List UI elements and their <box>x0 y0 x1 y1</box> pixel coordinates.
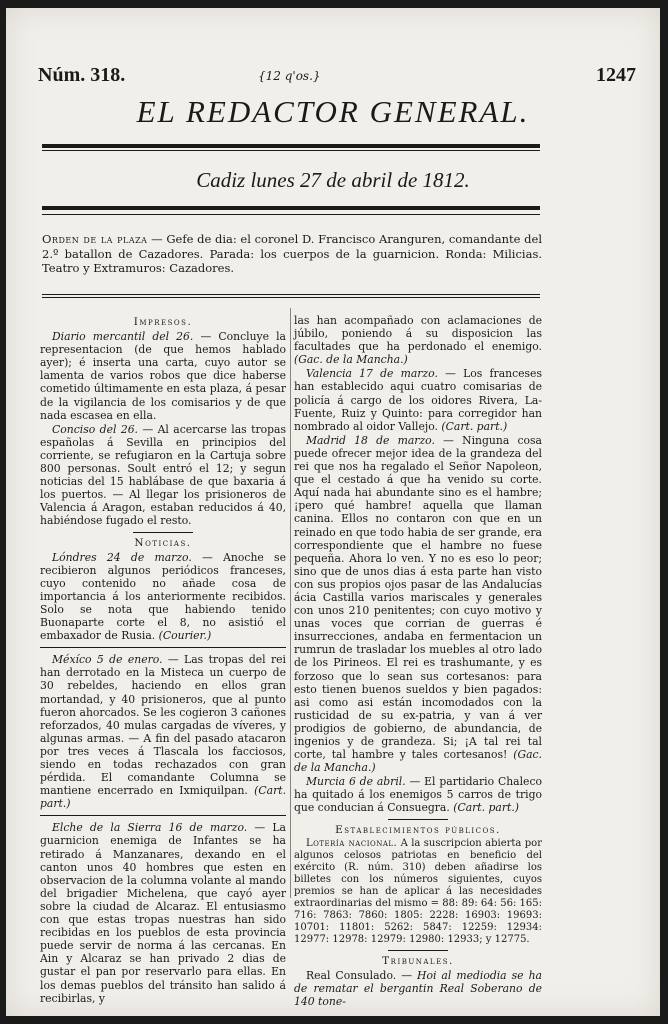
article-lead: Méxíco 5 de enero. <box>52 653 163 667</box>
article-lead: Lotería nacional. <box>306 837 398 849</box>
separator <box>133 532 193 533</box>
article <box>294 775 542 814</box>
article-lead: Madrid 18 de marzo. <box>306 433 435 447</box>
article-source: (Gac. de la Mancha.) <box>294 353 408 367</box>
article <box>40 551 286 643</box>
article-text: — Ninguna cosa puede ofrecer mejor idea de la grandeza del rei que nos ha regalado el Señor Napoleon, que el cestado á que ha venido su corte. Aquí nada hai abundante sino es el hambre; ¡pero qué hambre! aquella que llaman canina. Ellos no contaron con que en un reinado en que todo habia de ser grande, era correspondiente que el hambre no fuese pequeña. Ahora lo ven. Y no es eso lo peor; sino que de unos dias á esta parte han visto con sus propios ojos pasar de las Andalucías ácia Castilla varios mariscales y generales con unos 210 penitentes; con cuyo motivo y unas voces que corrian de guerras é insurrecciones, andaba en fermentacion un rumrun de trasladar los muebles al otro lado de los Pirineos. El rei es trashumante, y es forzoso que lo sean sus cortesanos: para esto tienen buenos sueldos y bien pagados: asi como asi están incomodados con la rusticidad de su ex-patria, y van á ver prodigios de gobierno, de abundancia, de ingenios y de grandeza. Si; ¡A tal rei tal corte, tal hambre y tales cortesanos! <box>294 433 542 762</box>
article-text: — Hoi al mediodia se ha de rematar el bergantin Real Soberano de 140 tone- <box>294 968 542 1008</box>
left-column <box>40 314 286 1006</box>
issue-number: Núm. 318. <box>38 64 126 86</box>
article <box>294 314 542 366</box>
masthead-title: EL REDACTOR GENERAL. <box>136 94 530 129</box>
article-source: (Cart. part.) <box>40 784 287 811</box>
dateline-rule-thin <box>42 214 540 215</box>
article-lead: Valencia 17 de marzo. <box>306 367 438 381</box>
article-lead: Murcia 6 de abril. <box>306 775 406 789</box>
dateline: Cadiz lunes 27 de abril de 1812. <box>196 168 470 192</box>
article-source: (Cart. part.) <box>441 419 508 433</box>
orden-text: — Gefe de dia: el coronel D. Francisco Aranguren, comandante del 2.º batallon de Cazadores. Parada: los cuerpos de la guarnicion. Ronda: Milicias. Teatro y Extramuros: Cazadores. <box>42 232 542 275</box>
column-divider <box>290 308 291 898</box>
article-text: — El partidario Chaleco ha quitado á los enemigos 5 carros de trigo que conducian á Consuegra. <box>294 775 542 815</box>
article-text: las han acompañado con aclamaciones de júbilo, poniendo á su disposicion las facultades que ha perdonado el enemigo. <box>294 314 542 354</box>
article-lead: Conciso del 26. <box>52 422 138 436</box>
right-column <box>294 314 542 1009</box>
article-lead: Lóndres 24 de marzo. <box>52 550 192 564</box>
article-text: — Las tropas del rei han derrotado en la Misteca un cuerpo de 30 rebeldes, haciendo en ellos gran mortandad, y 40 prisioneros, que al punto fueron ahorcados. Se les cogieron 3 cañones reforzados, 40 mulas cargadas de víveres, y algunas armas. — A fin del pasado atacaron por tres veces á Tlascala los facciosos, siendo en todas rechazados con gran pérdida. El comandante Columna se mantiene encerrado en Ixmiquilpan. <box>40 653 286 798</box>
noticias-heading: Noticias. <box>134 536 192 549</box>
page-number: 1247 <box>596 64 636 86</box>
separator <box>40 815 286 816</box>
article-text: — La guarnicion enemiga de Infantes se ha retirado á Manzanares, dexando en el canton unos 40 hombres que esten en observacion de la columna volante al mando del brigadier Michelena, que cayó ayer sobre la ciudad de Alcaraz. El entusiasmo con que estas tropas nuestras han sido recibidas en los pueblos de esta provincia puede servir de norma á las cercanas. En Ain y Alcaraz se han privado 2 dias de gustar el pan por reservarlo para ellas. En los demas pueblos del tránsito han salido á recibirlas, y <box>40 821 286 1005</box>
separator <box>40 647 286 648</box>
orden-de-la-plaza <box>42 232 542 276</box>
article <box>40 330 286 422</box>
article-text: — Anoche se recibieron algunos periódicos franceses, cuyo contenido no añade cosa de importancia á los anteriormente recibidos. Solo se nota que habiendo tenido Buonaparte corte el 8, no asistió el embaxador de Rusia. <box>40 550 286 643</box>
orden-label: Orden de la plaza <box>42 232 148 246</box>
article-text: A la suscripcion abierta por algunos celosos patriotas en beneficio del exército (R. núm. 310) deben añadirse los billetes con los números siguientes, cuyos premios se han de aplicar á las necesidades extraordinarias del mismo = 88: 89: 64: 56: 165: 716: 7863: 7860: 1805: 2228: 16903: 19693: 10701: 11801: 5262: 5847: 12259: 12934: 12977: 12978: 12979: 12980: 12933; y 12775. <box>294 837 542 945</box>
newspaper-page <box>6 8 660 1016</box>
header-row <box>38 64 636 96</box>
article-text: — Al acercarse las tropas españolas á Sevilla en principios del corriente, se refugiaron en la Cartuja sobre 800 personas. Soult entró el 12; y segun noticias del 15 hablábase de que baxaria á los puertos. — Al llegar los prisioneros de Valencia á Aragon, estaban reducidos á 40, habiéndose fugado el resto. <box>40 422 287 528</box>
article-text: — Concluye la representacion (de que hemos hablado ayer); é inserta una carta, cuyo autor se lamenta de varios robos que dice haberse cometido últimamente en esta plaza, á pesar de la vigilancia de los comisarios y de que nada escasea en ella. <box>40 330 286 422</box>
separator <box>388 950 448 951</box>
loteria-notice <box>294 838 542 946</box>
article-lead: Diario mercantil del 26. <box>52 330 194 344</box>
dateline-rule <box>42 206 540 210</box>
separator <box>388 819 448 820</box>
establecimientos-heading: Establecimientos públicos. <box>335 823 501 836</box>
tribunales-notice <box>294 969 542 1008</box>
issue-price: {12 q'os.} <box>258 69 321 83</box>
article-lead: Real Consulado. <box>306 968 397 982</box>
article-source: (Courier.) <box>158 629 212 643</box>
masthead-rule-thin <box>42 150 540 151</box>
article-source: (Gac. de la Mancha.) <box>294 748 542 775</box>
masthead-rule <box>42 144 540 148</box>
impresos-heading: Impresos. <box>133 316 193 328</box>
article <box>294 434 542 774</box>
article-source: (Cart. part.) <box>453 801 520 815</box>
tribunales-heading: Tribunales. <box>382 954 454 967</box>
article <box>40 821 286 1004</box>
article <box>40 423 286 528</box>
article <box>40 653 286 810</box>
article-text: — Los franceses han establecido aqui cuatro comisarias de policía á cargo de los oidores Rivera, La-Fuente, Ruiz y Quinto: para corregidor han nombrado al oidor Vallejo. <box>294 367 542 433</box>
section-rule <box>42 294 540 295</box>
article <box>294 367 542 432</box>
section-rule-2 <box>42 297 540 298</box>
article-lead: Elche de la Sierra 16 de marzo. <box>52 821 248 835</box>
